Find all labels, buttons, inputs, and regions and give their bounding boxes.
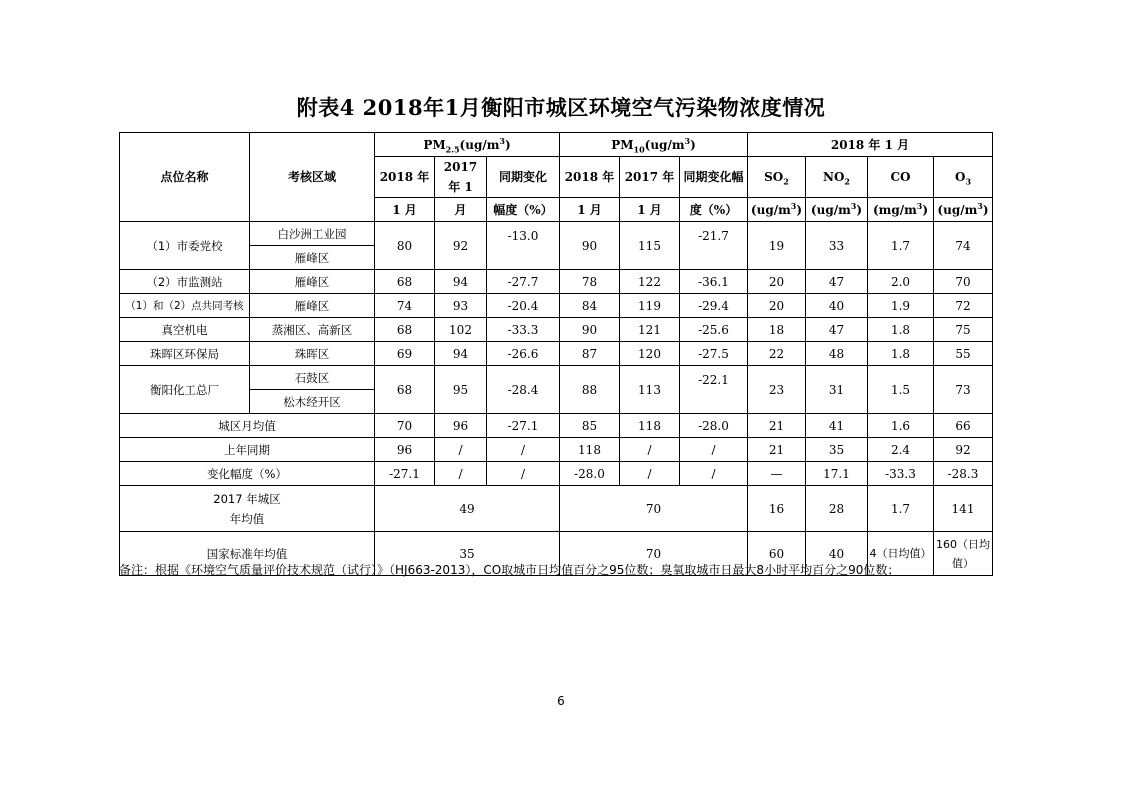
pm10-change: -29.4 (680, 294, 748, 318)
pm25-value: 49 (375, 486, 560, 532)
header-so2: $SO_2$ (748, 157, 806, 198)
header-pm10-2018-a: 2018 年 (560, 157, 620, 198)
area-name: 白沙洲工业园 (250, 222, 375, 246)
pm10-2017: 121 (620, 318, 680, 342)
header-co: CO (868, 157, 934, 198)
area-name: 松木经开区 (250, 390, 375, 414)
table-row (120, 462, 993, 486)
pm10-change: -28.0 (680, 414, 748, 438)
header-station: 点位名称 (120, 133, 250, 222)
header-pm25-2017-a: 2017 年 1 (435, 157, 487, 198)
station-name: 真空机电 (120, 318, 250, 342)
pm10-2018: 85 (560, 414, 620, 438)
row-label: 国家标准年均值 (120, 532, 375, 576)
header-pm25-2018-b: 1 月 (375, 198, 435, 222)
area-name: 雁峰区 (250, 270, 375, 294)
pm25-2017: 96 (435, 414, 487, 438)
pm25-change: -13.0 (487, 222, 560, 270)
area-name: 雁峰区 (250, 294, 375, 318)
pm25-2018: 96 (375, 438, 435, 462)
header-no2-unit: $(ug/m^3)$ (806, 198, 868, 222)
pm10-change: -21.7 (680, 222, 748, 270)
co-value: 1.7 (868, 486, 934, 532)
header-o3-unit: $(ug/m^3)$ (934, 198, 993, 222)
table-row (120, 222, 993, 246)
station-name: 珠晖区环保局 (120, 342, 250, 366)
pm10-change: -27.5 (680, 342, 748, 366)
o3-value: 66 (934, 414, 993, 438)
area-name: 珠晖区 (250, 342, 375, 366)
pm25-change: -27.7 (487, 270, 560, 294)
pm25-2017: 95 (435, 366, 487, 414)
o3-value: 92 (934, 438, 993, 462)
o3-value: 141 (934, 486, 993, 532)
o3-value-line: 值） (952, 556, 974, 570)
header-pm10-2017-b: 1 月 (620, 198, 680, 222)
page-number: 6 (557, 694, 565, 708)
pm10-2017: 119 (620, 294, 680, 318)
o3-value: 74 (934, 222, 993, 270)
pm10-value: 70 (560, 486, 748, 532)
pm10-change: -36.1 (680, 270, 748, 294)
pm25-change: -33.3 (487, 318, 560, 342)
co-value: 1.5 (868, 366, 934, 414)
pm25-2018: 68 (375, 318, 435, 342)
pm25-2017: / (435, 462, 487, 486)
no2-value: 28 (806, 486, 868, 532)
co-value: 1.9 (868, 294, 934, 318)
pm10-2018: 87 (560, 342, 620, 366)
pm10-change: / (680, 462, 748, 486)
row-label: 上年同期 (120, 438, 375, 462)
pm10-change: -25.6 (680, 318, 748, 342)
footnote: 备注：根据《环境空气质量评价技术规范（试行）》（HJ663-2013），CO取城市日均值百分之95位数；臭氧取城市日最大8小时平均百分之90位数； (119, 563, 900, 577)
o3-value-line: 160（日均 (936, 537, 990, 551)
header-co-unit: $(mg/m^3)$ (868, 198, 934, 222)
station-name: （2）市监测站 (120, 270, 250, 294)
table-row (120, 438, 993, 462)
page-title: 附表4 2018年1月衡阳市城区环境空气污染物浓度情况 (296, 95, 826, 120)
pm25-change: -20.4 (487, 294, 560, 318)
co-value: 4（日均值） (868, 532, 934, 576)
pm25-change: / (487, 438, 560, 462)
pm25-2018: 68 (375, 366, 435, 414)
o3-value: 70 (934, 270, 993, 294)
header-pm10: $PM_{10}(ug/m^3)$ (560, 133, 748, 157)
so2-value: 20 (748, 294, 806, 318)
header-so2-unit: $(ug/m^3)$ (748, 198, 806, 222)
co-value: 1.8 (868, 342, 934, 366)
no2-value: 17.1 (806, 462, 868, 486)
pm25-change: -27.1 (487, 414, 560, 438)
so2-value: 60 (748, 532, 806, 576)
table-row (120, 270, 993, 294)
no2-value: 40 (806, 294, 868, 318)
pm25-2017: 92 (435, 222, 487, 270)
station-name: 衡阳化工总厂 (120, 366, 250, 414)
header-o3: $O_3$ (934, 157, 993, 198)
so2-value: 20 (748, 270, 806, 294)
table-row (120, 414, 993, 438)
header-pm25: $PM_{2.5}(ug/m^3)$ (375, 133, 560, 157)
table-row (120, 366, 993, 390)
pm10-2018: 78 (560, 270, 620, 294)
o3-value: 72 (934, 294, 993, 318)
pm25-2018: 69 (375, 342, 435, 366)
row-label: 城区月均值 (120, 414, 375, 438)
pm25-change: -28.4 (487, 366, 560, 414)
row-label: 变化幅度（%） (120, 462, 375, 486)
pm25-2018: 70 (375, 414, 435, 438)
o3-value: 75 (934, 318, 993, 342)
co-value: 1.6 (868, 414, 934, 438)
pm10-2017: 115 (620, 222, 680, 270)
header-pm10-2018-b: 1 月 (560, 198, 620, 222)
no2-value: 47 (806, 318, 868, 342)
pm10-change: -22.1 (680, 366, 748, 414)
no2-value: 33 (806, 222, 868, 270)
pm25-2018: 74 (375, 294, 435, 318)
pm25-value: 35 (375, 532, 560, 576)
row-label-line: 年均值 (229, 511, 265, 526)
header-pm25-2017-b: 月 (435, 198, 487, 222)
pm10-2017: / (620, 462, 680, 486)
pm25-2018: 80 (375, 222, 435, 270)
area-name: 雁峰区 (250, 246, 375, 270)
pm25-change: -26.6 (487, 342, 560, 366)
header-month-group: 2018 年 1 月 (748, 133, 993, 157)
no2-value: 40 (806, 532, 868, 576)
row-label-line: 2017 年城区 (213, 491, 281, 506)
area-name: 石鼓区 (250, 366, 375, 390)
pm10-2018: 90 (560, 318, 620, 342)
co-value: 2.4 (868, 438, 934, 462)
no2-value: 47 (806, 270, 868, 294)
co-value: 2.0 (868, 270, 934, 294)
so2-value: 21 (748, 414, 806, 438)
so2-value: 21 (748, 438, 806, 462)
pm10-2018: 118 (560, 438, 620, 462)
so2-value: 23 (748, 366, 806, 414)
pm25-2017: 94 (435, 342, 487, 366)
co-value: 1.7 (868, 222, 934, 270)
table-row (120, 318, 993, 342)
no2-value: 31 (806, 366, 868, 414)
so2-value: 16 (748, 486, 806, 532)
o3-value: 73 (934, 366, 993, 414)
no2-value: 41 (806, 414, 868, 438)
pm10-2017: 122 (620, 270, 680, 294)
area-name: 蒸湘区、高新区 (250, 318, 375, 342)
pm10-change: / (680, 438, 748, 462)
pm10-2018: -28.0 (560, 462, 620, 486)
no2-value: 35 (806, 438, 868, 462)
so2-value: 18 (748, 318, 806, 342)
header-pm10-2017-a: 2017 年 (620, 157, 680, 198)
header-area: 考核区域 (250, 133, 375, 222)
pm10-2017: / (620, 438, 680, 462)
co-value: 1.8 (868, 318, 934, 342)
table-row (120, 486, 993, 532)
pm10-2017: 113 (620, 366, 680, 414)
pm10-2018: 90 (560, 222, 620, 270)
co-value: -33.3 (868, 462, 934, 486)
so2-value: — (748, 462, 806, 486)
pm25-2017: 102 (435, 318, 487, 342)
pm10-2017: 118 (620, 414, 680, 438)
pm10-2018: 88 (560, 366, 620, 414)
header-pm10-change-a: 同期变化幅 (680, 157, 748, 198)
so2-value: 22 (748, 342, 806, 366)
row-label (120, 486, 375, 532)
pm25-2017: 94 (435, 270, 487, 294)
pm25-2017: / (435, 438, 487, 462)
pm25-change: / (487, 462, 560, 486)
no2-value: 48 (806, 342, 868, 366)
header-pm25-change-a: 同期变化 (487, 157, 560, 198)
header-pm10-change-b: 度（%） (680, 198, 748, 222)
o3-value: 55 (934, 342, 993, 366)
header-pm25-2018-a: 2018 年 (375, 157, 435, 198)
pm10-2018: 84 (560, 294, 620, 318)
station-name: （1）和（2）点共同考核 (120, 294, 250, 318)
table-row (120, 342, 993, 366)
pm10-2017: 120 (620, 342, 680, 366)
station-name: （1）市委党校 (120, 222, 250, 270)
o3-value: -28.3 (934, 462, 993, 486)
table-row (120, 294, 993, 318)
pollution-table (119, 132, 993, 576)
pm10-value: 70 (560, 532, 748, 576)
pm25-2017: 93 (435, 294, 487, 318)
header-no2: $NO_2$ (806, 157, 868, 198)
so2-value: 19 (748, 222, 806, 270)
pm25-2018: 68 (375, 270, 435, 294)
pm25-2018: -27.1 (375, 462, 435, 486)
header-pm25-change-b: 幅度（%） (487, 198, 560, 222)
